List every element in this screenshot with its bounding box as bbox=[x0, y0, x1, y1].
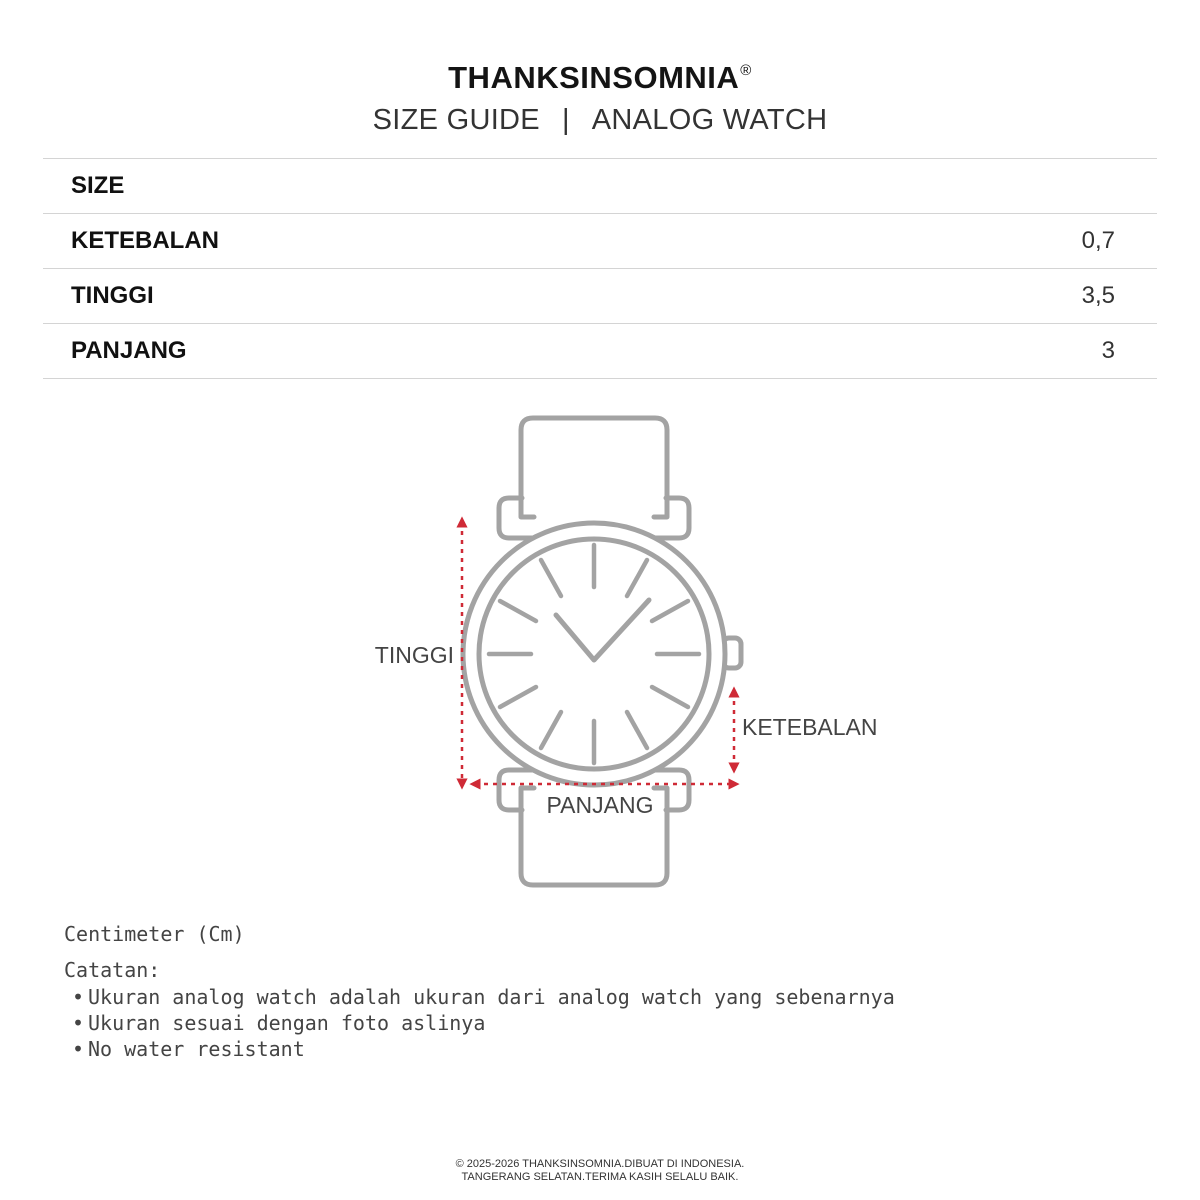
footer-line-2: TANGERANG SELATAN.TERIMA KASIH SELALU BAIK. bbox=[461, 1171, 739, 1183]
row-label-ketebalan: KETEBALAN bbox=[71, 227, 219, 254]
note-text: No water resistant bbox=[88, 1037, 305, 1061]
bullet-icon: • bbox=[72, 1011, 85, 1035]
subtitle-separator: | bbox=[561, 104, 570, 136]
row-value-ketebalan: 0,7 bbox=[1081, 227, 1115, 254]
list-item bbox=[72, 1010, 895, 1036]
label-ketebalan: KETEBALAN bbox=[742, 714, 878, 740]
row-label-tinggi: TINGGI bbox=[71, 282, 154, 309]
unit-note: Centimeter (Cm) bbox=[64, 922, 245, 946]
footer-line-1: © 2025-2026 THANKSINSOMNIA.DIBUAT DI INDONESIA. bbox=[455, 1158, 745, 1170]
label-tinggi: TINGGI bbox=[374, 642, 454, 668]
list-item bbox=[72, 984, 895, 1010]
subtitle-product: ANALOG WATCH bbox=[591, 104, 828, 136]
watch-strap-top bbox=[521, 418, 667, 517]
notes-section bbox=[64, 920, 895, 1062]
note-text: Ukuran analog watch adalah ukuran dari analog watch yang sebenarnya bbox=[88, 985, 895, 1009]
bullet-icon: • bbox=[72, 985, 85, 1009]
row-label-panjang: PANJANG bbox=[71, 337, 187, 364]
bullet-icon: • bbox=[72, 1037, 85, 1061]
note-text: Ukuran sesuai dengan foto aslinya bbox=[88, 1011, 486, 1035]
footer bbox=[0, 1158, 1200, 1184]
brand-name: THANKSINSOMNIA bbox=[448, 60, 740, 95]
subtitle-size-guide: SIZE GUIDE bbox=[372, 104, 540, 136]
row-value-tinggi: 3,5 bbox=[1081, 282, 1115, 309]
notes-list bbox=[64, 984, 895, 1062]
row-value-panjang: 3 bbox=[1101, 337, 1115, 364]
notes-caption: Catatan: bbox=[64, 958, 161, 982]
size-heading: SIZE bbox=[71, 172, 125, 199]
label-panjang: PANJANG bbox=[546, 792, 654, 818]
list-item bbox=[72, 1036, 895, 1062]
registered-mark: ® bbox=[740, 62, 752, 79]
